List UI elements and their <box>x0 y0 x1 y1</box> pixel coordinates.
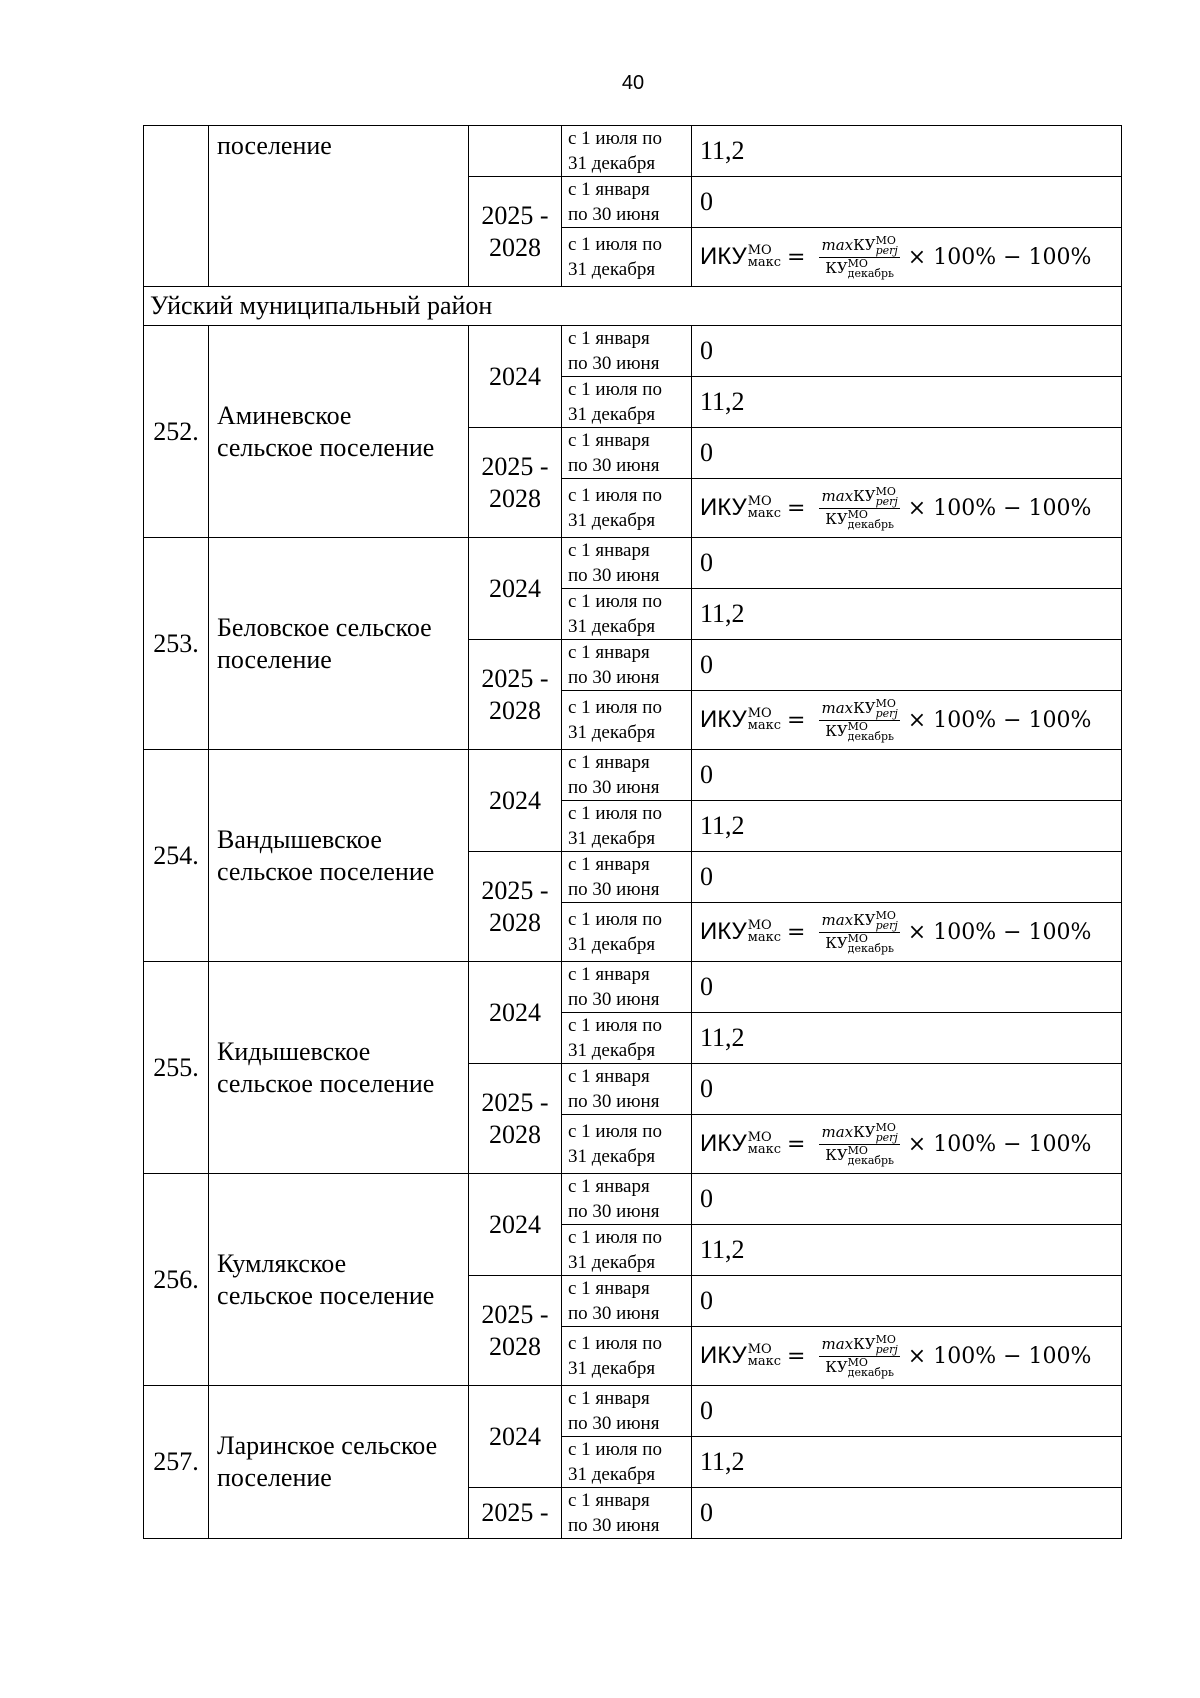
period-first-half <box>562 428 692 479</box>
index-value-rate <box>692 801 1122 852</box>
row-number <box>144 126 209 287</box>
period-line: по 30 июня <box>568 565 660 586</box>
index-value-zero <box>692 1488 1122 1539</box>
period-first-half <box>562 750 692 801</box>
index-value: 0 <box>700 760 713 789</box>
year-line: 2025 - <box>481 1498 549 1527</box>
formula-mo: МО <box>875 1120 896 1134</box>
index-value-zero <box>692 962 1122 1013</box>
formula-cell <box>692 1327 1122 1386</box>
period-second-half <box>562 228 692 287</box>
settlement-name <box>209 750 469 962</box>
table-row <box>144 326 1122 377</box>
period-second-half <box>562 801 692 852</box>
formula-maks: макс <box>747 1354 782 1369</box>
year-range <box>469 1064 562 1174</box>
period-line: с 1 января <box>568 854 650 875</box>
formula-tail: × 100% − 100% <box>907 495 1092 521</box>
index-value: 11,2 <box>700 1235 745 1264</box>
period-line: с 1 января <box>568 1278 650 1299</box>
formula-ku: КУ <box>853 1334 876 1353</box>
year-cell <box>469 1386 562 1488</box>
formula-ku: КУ <box>825 1145 848 1164</box>
row-number-text: 255. <box>153 1052 199 1082</box>
settlement-name-line: сельское поселение <box>217 856 435 886</box>
period-line: с 1 июля по <box>568 1015 662 1036</box>
iku-max-formula: ИКУ МО макс = maxКУ МО perj КУ МО декабрь × 100% − 100% <box>700 908 1092 955</box>
formula-mo: МО <box>847 507 868 521</box>
formula-cell <box>692 903 1122 962</box>
period-line: 31 декабря <box>568 510 656 531</box>
formula-ku: КУ <box>853 235 876 254</box>
settlement-name <box>209 126 469 287</box>
formula-maks: макс <box>747 930 782 945</box>
formula-perj: perj <box>875 918 898 932</box>
period-line: по 30 июня <box>568 1201 660 1222</box>
index-value-zero <box>692 1386 1122 1437</box>
year-line: 2028 <box>489 232 541 262</box>
index-value: 0 <box>700 336 713 365</box>
index-value: 11,2 <box>700 599 745 628</box>
settlement-name-line: Кумлякское <box>217 1248 347 1278</box>
formula-maks: макс <box>747 255 782 270</box>
index-value: 0 <box>700 650 713 679</box>
table-row <box>144 750 1122 801</box>
formula-december: декабрь <box>847 1365 895 1379</box>
period-line: по 30 июня <box>568 989 660 1010</box>
formula-ku: КУ <box>825 1357 848 1376</box>
year-line: 2028 <box>489 907 541 937</box>
row-number <box>144 538 209 750</box>
year-range <box>469 1276 562 1386</box>
formula-mo: МО <box>875 696 896 710</box>
period-line: 31 декабря <box>568 1252 656 1273</box>
iku-max-formula: ИКУ МО макс = maxКУ МО perj КУ МО декабрь × 100% − 100% <box>700 1332 1092 1379</box>
period-line: с 1 января <box>568 1066 650 1087</box>
period-line: по 30 июня <box>568 777 660 798</box>
table-row <box>144 1386 1122 1437</box>
settlement-name-line: Ларинское сельское <box>217 1431 438 1460</box>
formula-fraction <box>819 233 899 280</box>
index-value: 0 <box>700 548 713 577</box>
formula-mo: МО <box>847 931 868 945</box>
index-value-zero <box>692 1064 1122 1115</box>
formula-cell <box>692 1115 1122 1174</box>
formula-ku: КУ <box>853 1122 876 1141</box>
year-text: 2024 <box>489 997 541 1027</box>
period-line: по 30 июня <box>568 1303 660 1324</box>
table-row <box>144 962 1122 1013</box>
period-line: 31 декабря <box>568 616 656 637</box>
row-number-text: 254. <box>153 840 199 870</box>
period-line: с 1 января <box>568 430 650 451</box>
formula-tail: × 100% − 100% <box>907 1131 1092 1157</box>
year-line: 2025 - <box>481 200 549 230</box>
period-line: 31 декабря <box>568 722 656 743</box>
formula-fraction <box>819 1120 899 1167</box>
period-line: по 30 июня <box>568 204 660 225</box>
period-second-half <box>562 1327 692 1386</box>
index-value: 0 <box>700 438 713 467</box>
period-line: 31 декабря <box>568 1040 656 1061</box>
period-line: по 30 июня <box>568 667 660 688</box>
formula-ku: КУ <box>825 509 848 528</box>
formula-max: max <box>821 486 854 505</box>
period-line: с 1 июля по <box>568 234 662 255</box>
formula-ku: КУ <box>825 933 848 952</box>
district-row <box>144 287 1122 326</box>
settlement-name-line: поселение <box>217 1463 332 1492</box>
year-cell <box>469 750 562 852</box>
year-line: 2025 - <box>481 663 549 693</box>
formula-iku: ИКУ <box>700 243 747 270</box>
district-heading <box>144 287 1122 326</box>
settlement-name-line: Вандышевское <box>217 824 382 854</box>
period-first-half <box>562 1386 692 1437</box>
year-cell <box>469 538 562 640</box>
index-value-rate <box>692 1225 1122 1276</box>
formula-tail: × 100% − 100% <box>907 244 1092 270</box>
formula-mo: МО <box>747 918 772 933</box>
period-line: 31 декабря <box>568 1146 656 1167</box>
formula-december: декабрь <box>847 266 895 280</box>
index-value: 0 <box>700 972 713 1001</box>
index-value-zero <box>692 852 1122 903</box>
period-second-half <box>562 589 692 640</box>
period-second-half <box>562 1115 692 1174</box>
period-line: с 1 июля по <box>568 128 662 149</box>
formula-iku: ИКУ <box>700 1342 747 1369</box>
year-text: 2024 <box>489 573 541 603</box>
formula-max: max <box>821 235 854 254</box>
period-line: с 1 января <box>568 328 650 349</box>
period-line: с 1 января <box>568 1388 650 1409</box>
year-line: 2025 - <box>481 1299 549 1329</box>
index-value: 0 <box>700 1184 713 1213</box>
formula-perj: perj <box>875 243 898 257</box>
row-number-text: 257. <box>153 1447 199 1476</box>
index-value-zero <box>692 1174 1122 1225</box>
period-line: с 1 июля по <box>568 697 662 718</box>
year-range <box>469 640 562 750</box>
index-value-zero <box>692 428 1122 479</box>
index-value-zero <box>692 1276 1122 1327</box>
row-number <box>144 326 209 538</box>
formula-mo: МО <box>875 1332 896 1346</box>
period-line: по 30 июня <box>568 879 660 900</box>
period-first-half <box>562 1064 692 1115</box>
formula-mo: МО <box>847 719 868 733</box>
formula-mo: МО <box>747 706 772 721</box>
period-second-half <box>562 1013 692 1064</box>
period-first-half <box>562 1488 692 1539</box>
tariff-index-table <box>143 125 1122 1539</box>
period-line: 31 декабря <box>568 828 656 849</box>
period-line: 31 декабря <box>568 404 656 425</box>
formula-mo: МО <box>747 494 772 509</box>
year-line: 2025 - <box>481 875 549 905</box>
period-line: 31 декабря <box>568 259 656 280</box>
settlement-name-line: Аминевское <box>217 400 352 430</box>
formula-perj: perj <box>875 706 898 720</box>
index-value: 0 <box>700 1396 713 1425</box>
year-range <box>469 177 562 287</box>
period-line: по 30 июня <box>568 1413 660 1434</box>
period-line: 31 декабря <box>568 934 656 955</box>
period-line: с 1 июля по <box>568 909 662 930</box>
formula-december: декабрь <box>847 941 895 955</box>
formula-maks: макс <box>747 506 782 521</box>
year-line: 2025 - <box>481 1087 549 1117</box>
iku-max-formula: ИКУ МО макс = maxКУ МО perj КУ МО декабрь × 100% − 100% <box>700 1120 1092 1167</box>
index-value-rate <box>692 377 1122 428</box>
period-line: с 1 июля по <box>568 803 662 824</box>
row-number <box>144 750 209 962</box>
settlement-name <box>209 538 469 750</box>
period-line: с 1 июля по <box>568 1439 662 1460</box>
row-number-text: 253. <box>153 628 199 658</box>
period-first-half <box>562 1276 692 1327</box>
formula-mo: МО <box>847 1143 868 1157</box>
formula-max: max <box>821 698 854 717</box>
formula-iku: ИКУ <box>700 706 747 733</box>
period-line: 31 декабря <box>568 1358 656 1379</box>
index-value-rate <box>692 589 1122 640</box>
formula-maks: макс <box>747 1142 782 1157</box>
page-number: 40 <box>621 72 645 94</box>
formula-fraction <box>819 696 899 743</box>
formula-mo: МО <box>875 908 896 922</box>
period-line: 31 декабря <box>568 1464 656 1485</box>
formula-iku: ИКУ <box>700 494 747 521</box>
year-cell <box>469 1174 562 1276</box>
settlement-name-line: Кидышевское <box>217 1036 371 1066</box>
formula-mo: МО <box>847 256 868 270</box>
index-value: 11,2 <box>700 1023 745 1052</box>
period-line: с 1 июля по <box>568 591 662 612</box>
formula-cell <box>692 479 1122 538</box>
period-second-half <box>562 126 692 177</box>
formula-ku: КУ <box>825 258 848 277</box>
settlement-name-line: сельское поселение <box>217 1280 435 1310</box>
year-cell <box>469 962 562 1064</box>
index-value: 0 <box>700 187 713 216</box>
period-line: с 1 июля по <box>568 1121 662 1142</box>
formula-fraction <box>819 1332 899 1379</box>
formula-ku: КУ <box>853 698 876 717</box>
period-line: по 30 июня <box>568 1515 660 1536</box>
formula-ku: КУ <box>825 721 848 740</box>
period-first-half <box>562 1174 692 1225</box>
table-row <box>144 538 1122 589</box>
period-line: с 1 января <box>568 964 650 985</box>
formula-mo: МО <box>747 1342 772 1357</box>
year-line: 2028 <box>489 1119 541 1149</box>
formula-iku: ИКУ <box>700 1130 747 1157</box>
formula-cell <box>692 691 1122 750</box>
period-line: по 30 июня <box>568 1091 660 1112</box>
year-cell <box>469 126 562 177</box>
index-value: 0 <box>700 1074 713 1103</box>
index-value: 11,2 <box>700 136 745 165</box>
period-line: с 1 июля по <box>568 379 662 400</box>
year-range <box>469 852 562 962</box>
year-range <box>469 1488 562 1539</box>
year-line: 2025 - <box>481 451 549 481</box>
year-text: 2024 <box>489 1209 541 1239</box>
period-first-half <box>562 538 692 589</box>
formula-december: декабрь <box>847 517 895 531</box>
index-value-zero <box>692 538 1122 589</box>
row-number <box>144 1386 209 1539</box>
formula-mo: МО <box>747 243 772 258</box>
period-first-half <box>562 326 692 377</box>
formula-ku: КУ <box>853 910 876 929</box>
period-line: с 1 января <box>568 179 650 200</box>
period-second-half <box>562 1225 692 1276</box>
formula-mo: МО <box>747 1130 772 1145</box>
formula-fraction <box>819 484 899 531</box>
formula-december: декабрь <box>847 1153 895 1167</box>
table-row <box>144 1174 1122 1225</box>
iku-max-formula: ИКУ МО макс = maxКУ МО perj КУ МО декабрь × 100% − 100% <box>700 484 1092 531</box>
formula-perj: perj <box>875 494 898 508</box>
formula-perj: perj <box>875 1342 898 1356</box>
period-second-half <box>562 903 692 962</box>
formula-december: декабрь <box>847 729 895 743</box>
period-line: с 1 января <box>568 642 650 663</box>
iku-max-formula: ИКУ МО макс = maxКУ МО perj КУ МО декабрь × 100% − 100% <box>700 696 1092 743</box>
settlement-name-line: сельское поселение <box>217 1068 435 1098</box>
formula-cell <box>692 228 1122 287</box>
index-value-zero <box>692 750 1122 801</box>
row-number-text: 252. <box>153 416 199 446</box>
period-line: с 1 января <box>568 540 650 561</box>
settlement-name <box>209 962 469 1174</box>
period-line: по 30 июня <box>568 353 660 374</box>
formula-ku: КУ <box>853 486 876 505</box>
year-range <box>469 428 562 538</box>
formula-perj: perj <box>875 1130 898 1144</box>
settlement-name <box>209 326 469 538</box>
index-value-rate <box>692 1013 1122 1064</box>
year-line: 2028 <box>489 1331 541 1361</box>
period-line: с 1 июля по <box>568 485 662 506</box>
row-number-text: 256. <box>153 1264 199 1294</box>
period-line: по 30 июня <box>568 455 660 476</box>
index-value: 0 <box>700 862 713 891</box>
formula-max: max <box>821 1122 854 1141</box>
index-value: 0 <box>700 1498 713 1527</box>
settlement-name-line: поселение <box>217 644 332 674</box>
formula-tail: × 100% − 100% <box>907 1343 1092 1369</box>
iku-max-formula: ИКУ МО макс = maxКУ МО perj КУ МО декабрь × 100% − 100% <box>700 233 1092 280</box>
period-second-half <box>562 691 692 750</box>
formula-fraction <box>819 908 899 955</box>
formula-mo: МО <box>875 484 896 498</box>
period-line: с 1 июля по <box>568 1227 662 1248</box>
index-value-rate <box>692 126 1122 177</box>
settlement-name-line: Беловское сельское <box>217 612 432 642</box>
row-number <box>144 962 209 1174</box>
formula-maks: макс <box>747 718 782 733</box>
year-line: 2028 <box>489 695 541 725</box>
index-value: 11,2 <box>700 387 745 416</box>
period-first-half <box>562 177 692 228</box>
year-text: 2024 <box>489 361 541 391</box>
period-first-half <box>562 962 692 1013</box>
formula-max: max <box>821 910 854 929</box>
index-value: 11,2 <box>700 811 745 840</box>
table-row <box>144 126 1122 177</box>
settlement-name-line: сельское поселение <box>217 432 435 462</box>
index-value-rate <box>692 1437 1122 1488</box>
formula-mo: МО <box>847 1355 868 1369</box>
settlement-name-line: поселение <box>217 131 332 160</box>
district-name: Уйский муниципальный район <box>150 291 493 320</box>
period-second-half <box>562 479 692 538</box>
index-value-zero <box>692 640 1122 691</box>
period-second-half <box>562 377 692 428</box>
formula-iku: ИКУ <box>700 918 747 945</box>
period-line: 31 декабря <box>568 153 656 174</box>
formula-max: max <box>821 1334 854 1353</box>
year-line: 2028 <box>489 483 541 513</box>
period-line: с 1 января <box>568 1490 650 1511</box>
row-number <box>144 1174 209 1386</box>
year-text: 2024 <box>489 785 541 815</box>
period-line: с 1 января <box>568 1176 650 1197</box>
index-value: 0 <box>700 1286 713 1315</box>
year-cell <box>469 326 562 428</box>
index-value-zero <box>692 177 1122 228</box>
period-first-half <box>562 852 692 903</box>
settlement-name <box>209 1174 469 1386</box>
period-line: с 1 июля по <box>568 1333 662 1354</box>
formula-tail: × 100% − 100% <box>907 707 1092 733</box>
formula-mo: МО <box>875 233 896 247</box>
period-second-half <box>562 1437 692 1488</box>
formula-tail: × 100% − 100% <box>907 919 1092 945</box>
year-text: 2024 <box>489 1421 541 1451</box>
period-first-half <box>562 640 692 691</box>
settlement-name <box>209 1386 469 1539</box>
period-line: с 1 января <box>568 752 650 773</box>
index-value: 11,2 <box>700 1447 745 1476</box>
index-value-zero <box>692 326 1122 377</box>
